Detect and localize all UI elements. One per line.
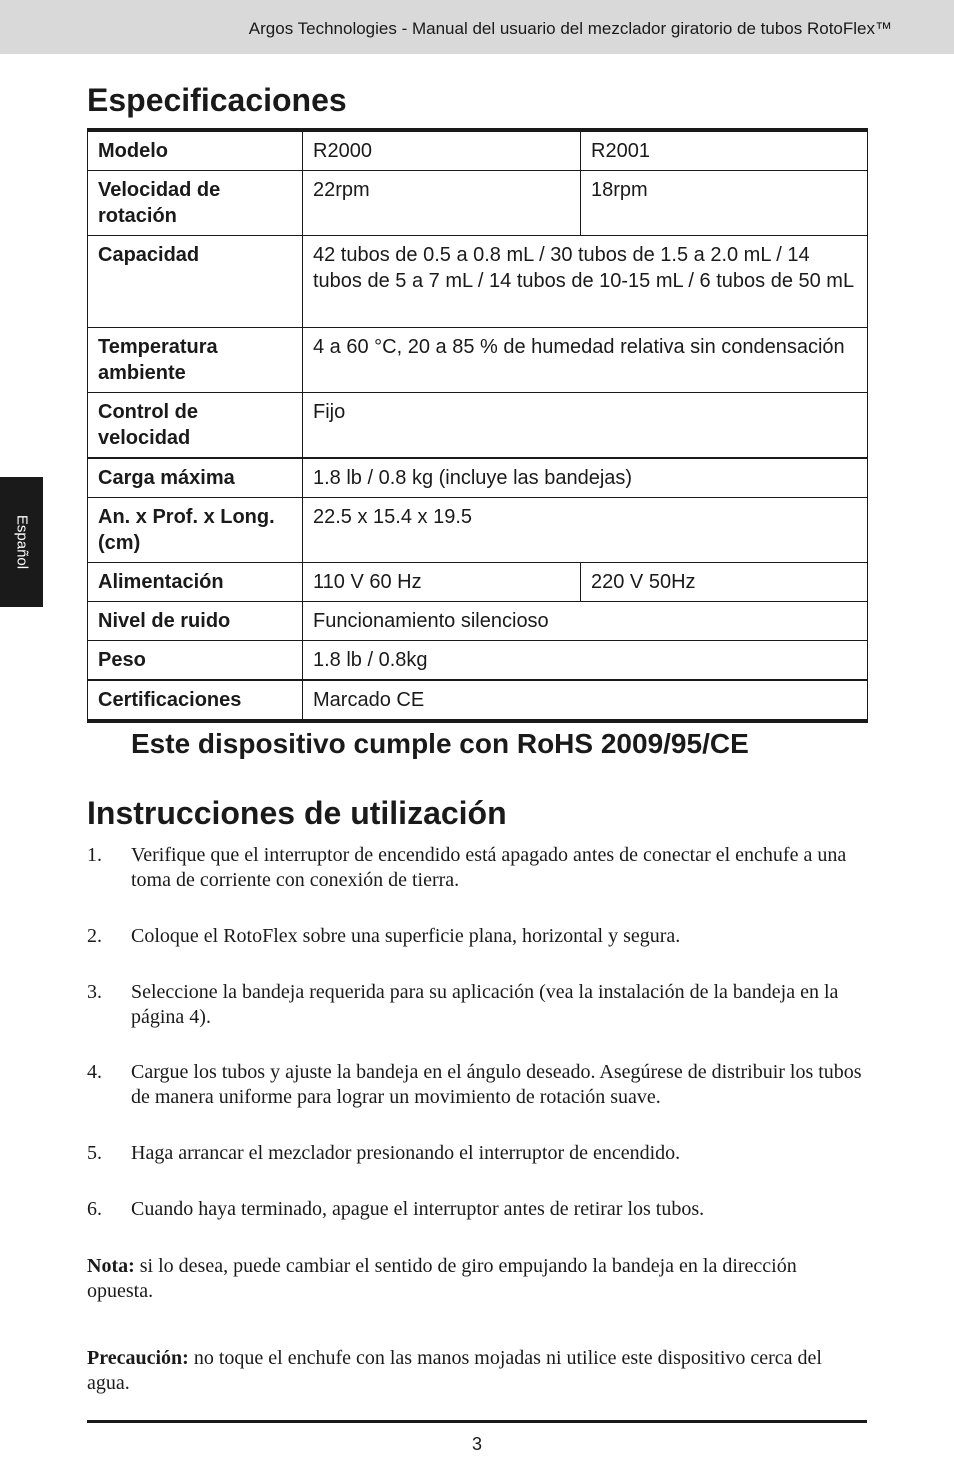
step-text: Cuando haya terminado, apague el interruptor antes de retirar los tubos. [131, 1198, 705, 1220]
caution-label: Precaución: [87, 1347, 189, 1369]
spec-label: Carga máxima [88, 458, 303, 498]
rohs-statement: Este dispositivo cumple con RoHS 2009/95/CE [131, 728, 749, 759]
step-number: 3. [87, 981, 102, 1003]
step-number: 6. [87, 1198, 102, 1220]
spec-row-carga [88, 458, 868, 498]
spec-row-peso [88, 641, 868, 681]
specifications-title: Especificaciones [87, 82, 347, 118]
spec-row-capacidad [88, 236, 868, 328]
spec-value: 4 a 60 °C, 20 a 85 % de humedad relativa sin condensación [303, 328, 868, 393]
instruction-step [87, 1197, 867, 1222]
spec-value: 22.5 x 15.4 x 19.5 [303, 498, 868, 563]
step-text: Haga arrancar el mezclador presionando el interruptor de encendido. [131, 1142, 681, 1164]
spec-value: 22rpm [303, 171, 581, 236]
step-number: 5. [87, 1142, 102, 1164]
spec-label: Modelo [88, 130, 303, 171]
step-number: 1. [87, 844, 102, 866]
step-number: 4. [87, 1061, 102, 1083]
spec-label: Certificaciones [88, 680, 303, 721]
spec-value: 42 tubos de 0.5 a 0.8 mL / 30 tubos de 1.5 a 2.0 mL / 14 tubos de 5 a 7 mL / 14 tubos de 10-15 mL / 6 tubos de 50 mL [303, 236, 868, 328]
spec-label: Velocidad de rotación [88, 171, 303, 236]
spec-label: Control de velocidad [88, 393, 303, 459]
instruction-step [87, 843, 867, 893]
spec-label: Capacidad [88, 236, 303, 328]
step-text: Coloque el RotoFlex sobre una superficie plana, horizontal y segura. [131, 925, 681, 947]
language-tab [0, 477, 43, 607]
spec-value: 220 V 50Hz [581, 563, 868, 602]
note-label: Nota: [87, 1255, 135, 1277]
header-title: Argos Technologies - Manual del usuario del mezclador giratorio de tubos RotoFlex™ [248, 19, 892, 38]
instructions-title: Instrucciones de utilización [87, 795, 507, 831]
spec-row-velocidad [88, 171, 868, 236]
instruction-step [87, 980, 867, 1030]
spec-value: 110 V 60 Hz [303, 563, 581, 602]
step-text: Verifique que el interruptor de encendido está apagado antes de conectar el enchufe a una toma de corriente con conexión de tierra. [131, 844, 847, 891]
spec-value: R2000 [303, 130, 581, 171]
spec-row-temperatura [88, 328, 868, 393]
instruction-step [87, 924, 867, 949]
step-number: 2. [87, 925, 102, 947]
instruction-step [87, 1141, 867, 1166]
note-paragraph [87, 1254, 867, 1304]
step-text: Cargue los tubos y ajuste la bandeja en el ángulo deseado. Asegúrese de distribuir los tubos de manera uniforme para lograr un movimiento de rotación suave. [131, 1061, 862, 1108]
footer-divider [87, 1420, 867, 1423]
page-header [0, 0, 954, 54]
spec-row-control [88, 393, 868, 459]
spec-row-ruido [88, 602, 868, 641]
spec-label: An. x Prof. x Long. (cm) [88, 498, 303, 563]
spec-value: R2001 [581, 130, 868, 171]
note-text: si lo desea, puede cambiar el sentido de giro empujando la bandeja en la dirección opuesta. [87, 1255, 797, 1302]
spec-value: 1.8 lb / 0.8 kg (incluye las bandejas) [303, 458, 868, 498]
page-number: 3 [471, 1434, 482, 1454]
spec-value: Marcado CE [303, 680, 868, 721]
spec-row-alimentacion [88, 563, 868, 602]
spec-label: Alimentación [88, 563, 303, 602]
spec-label: Nivel de ruido [88, 602, 303, 641]
spec-row-certificaciones [88, 680, 868, 721]
language-tab-label: Español [13, 514, 30, 570]
caution-paragraph [87, 1346, 867, 1396]
spec-value: 18rpm [581, 171, 868, 236]
spec-row-modelo [88, 130, 868, 171]
instruction-step [87, 1060, 867, 1110]
step-text: Seleccione la bandeja requerida para su aplicación (vea la instalación de la bandeja en la página 4). [131, 981, 839, 1028]
caution-text: no toque el enchufe con las manos mojadas ni utilice este dispositivo cerca del agua. [87, 1347, 822, 1394]
specifications-table [87, 128, 868, 723]
spec-label: Temperatura ambiente [88, 328, 303, 393]
spec-value: Funcionamiento silencioso [303, 602, 868, 641]
spec-row-dimensiones [88, 498, 868, 563]
spec-label: Peso [88, 641, 303, 681]
spec-value: Fijo [303, 393, 868, 459]
spec-value: 1.8 lb / 0.8kg [303, 641, 868, 681]
